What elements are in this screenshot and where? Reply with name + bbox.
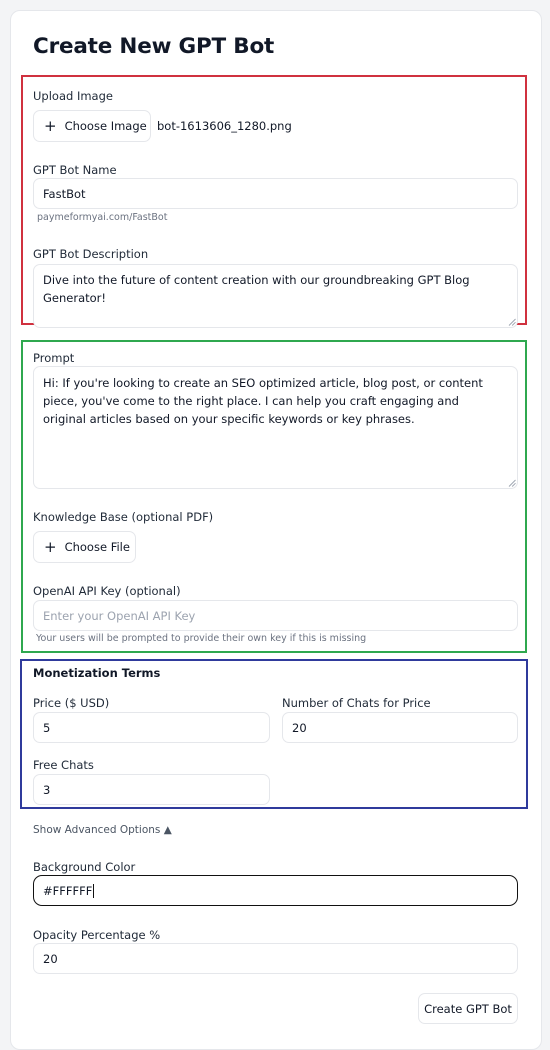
upload-image-label: Upload Image [33,89,113,103]
monetization-heading: Monetization Terms [33,666,161,680]
background-color-input[interactable] [33,875,518,906]
prompt-text: Hi: If you're looking to create an SEO optimized article, blog post, or content piece, you've come to the right place. I can help you craft engaging and original articles based on your specific keywords or key phrases. [43,376,483,426]
create-gpt-bot-button[interactable]: Create GPT Bot [418,993,518,1024]
background-color-label: Background Color [33,860,136,874]
bot-description-text: Dive into the future of content creation with our groundbreaking GPT Blog Generator! [43,273,470,305]
background-color-value: #FFFFFF [43,883,93,898]
choose-image-label: Choose Image [64,119,147,133]
bot-url-hint: paymeformyai.com/FastBot [37,212,168,223]
api-key-label: OpenAI API Key (optional) [33,584,181,598]
knowledge-base-label: Knowledge Base (optional PDF) [33,510,214,524]
choose-file-button[interactable] [33,531,136,563]
price-input[interactable]: 5 [33,712,270,743]
api-key-hint: Your users will be prompted to provide their own key if this is missing [36,633,367,644]
prompt-textarea[interactable] [33,366,518,489]
resize-grip-icon[interactable] [508,479,516,487]
choose-file-label: Choose File [64,540,130,554]
bot-name-label: GPT Bot Name [33,163,117,177]
api-key-input[interactable]: Enter your OpenAI API Key [33,600,518,631]
free-chats-label: Free Chats [33,758,94,772]
choose-image-button[interactable] [33,110,151,142]
opacity-label: Opacity Percentage % [33,928,161,942]
page-title: Create New GPT Bot [33,34,275,59]
resize-grip-icon[interactable] [508,318,516,326]
advanced-options-toggle[interactable]: Show Advanced Options ▲ [33,824,172,836]
bot-name-input[interactable]: FastBot [33,178,518,209]
bot-description-label: GPT Bot Description [33,247,149,261]
chats-for-price-input[interactable]: 20 [282,712,518,743]
text-caret [93,884,94,898]
free-chats-input[interactable]: 3 [33,774,270,805]
plus-icon: + [44,116,57,135]
chats-for-price-label: Number of Chats for Price [282,696,431,710]
plus-icon: + [44,537,57,556]
bot-description-textarea[interactable] [33,264,518,328]
selected-image-filename: bot-1613606_1280.png [157,119,292,133]
prompt-label: Prompt [33,351,75,365]
opacity-input[interactable]: 20 [33,943,518,974]
price-label: Price ($ USD) [33,696,110,710]
